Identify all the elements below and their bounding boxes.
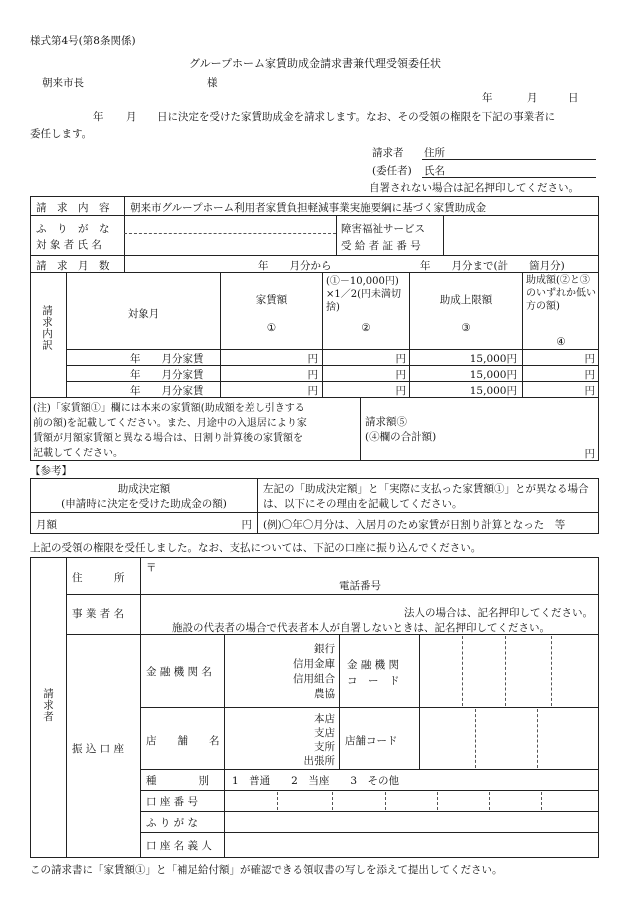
bank-type: 農協: [314, 688, 335, 700]
document-title: グループホーム家賃助成金請求書兼代理受領委任状: [188, 57, 442, 70]
note-line: 記載してください。: [33, 448, 123, 459]
form-number: 様式第4号(第8条関係): [30, 35, 136, 47]
monthly-label: 月額: [36, 519, 57, 531]
intro-year: 年: [93, 111, 104, 123]
intro-line1: 日に決定を受けた家賃助成金を請求します。なお、その受領の権限を下記の事業者に: [157, 111, 556, 123]
period-to: 年 月分まで(計 箇月分): [420, 260, 565, 272]
proxy-statement: 上記の受領の権限を受任しました。なお、支払については、下記の口座に振り込んでください。: [30, 542, 482, 554]
date-month: 月: [527, 92, 538, 104]
bank-type: 信用組合: [293, 673, 335, 685]
bank-label: 金 融 機 関 名: [146, 666, 212, 678]
claim-amount-sub: (④欄の合計額): [365, 431, 437, 443]
row-calc[interactable]: 円: [395, 369, 406, 381]
header-calc-num: ②: [361, 322, 371, 334]
header-limit-num: ③: [461, 322, 471, 334]
claim-amount-unit[interactable]: 円: [584, 448, 595, 460]
requester-address-field[interactable]: [160, 558, 598, 578]
account-number-field[interactable]: [225, 791, 598, 810]
row-calc[interactable]: 円: [395, 385, 406, 397]
cert-label-2: 受 給 者 証 番 号: [341, 240, 421, 252]
row-month: 年 月分家賃: [130, 385, 204, 397]
target-name-field[interactable]: [125, 234, 335, 255]
reference-col2-line1: 左記の「助成決定額」と「実際に支払った家賃額①」とが異なる場合: [263, 483, 589, 495]
reference-col1-line2: (申請時に決定を受けた助成金の額): [61, 498, 227, 510]
bank-code-label-2: コ ー ド: [347, 675, 400, 687]
claimant-name-label: 氏名: [424, 165, 445, 177]
account-type-label: 種 別: [146, 775, 209, 787]
address-label: 住 所: [72, 572, 125, 584]
note-line: (注)「家賃額①」欄には本来の家賃額(助成額を差し引きする: [33, 403, 305, 414]
note-line: 賃額が月額家賃額と異なる場合は、日割り計算後の家賃額を: [33, 433, 303, 444]
holder-name-field[interactable]: [225, 833, 598, 857]
row-month: 年 月分家賃: [130, 353, 204, 365]
header-rent-num: ①: [266, 322, 277, 334]
content-label: 請 求 内 容: [36, 202, 110, 214]
claim-amount-label: 請求額⑤: [365, 416, 407, 428]
claimant-name-line: [422, 177, 596, 178]
row-month: 年 月分家賃: [130, 369, 204, 381]
business-note-2: 施設の代表者の場合で代表者本人が自署しないときは、記名押印してください。: [172, 622, 550, 634]
row-grant[interactable]: 円: [584, 369, 595, 381]
transfer-label: 振 込 口 座: [72, 743, 125, 755]
claimant-address-line: [422, 159, 596, 160]
holder-furigana-label: ふ り が な: [146, 817, 199, 829]
holder-furigana-field[interactable]: [225, 812, 598, 831]
intro-line2: 委任します。: [30, 128, 93, 140]
reference-col2-line2: は、以下にその理由を記載してください。: [263, 498, 463, 510]
row-calc[interactable]: 円: [395, 353, 406, 365]
intro-month: 月: [126, 111, 137, 123]
date-year: 年: [482, 92, 493, 104]
row-rent[interactable]: 円: [307, 353, 318, 365]
branch-code-label: 店舗コード: [345, 735, 398, 747]
branch-type: 支所: [314, 741, 335, 753]
account-type-options[interactable]: 1 普通 2 当座 3 その他: [232, 775, 400, 787]
bank-type: 銀行: [314, 643, 335, 655]
row-rent[interactable]: 円: [307, 369, 318, 381]
bank-type: 信用金庫: [293, 658, 335, 670]
note-line: 前の額)を記載してください。また、月途中の入退居により家: [33, 418, 307, 429]
header-grant: 助成額(②と③のいずれか低い方の額): [526, 275, 596, 312]
reference-col1-line1: 助成決定額: [117, 483, 171, 495]
branch-type: 出張所: [303, 755, 335, 767]
header-rent: 家賃額: [255, 294, 288, 306]
header-calc: (①－10,000円)×1／2(円未満切捨): [326, 276, 402, 313]
delegator-label: (委任者): [372, 165, 412, 177]
row-limit: 15,000円: [469, 353, 517, 365]
row-limit: 15,000円: [469, 369, 517, 381]
claimant-note: 自署されない場合は記名押印してください。: [369, 182, 579, 194]
addressee-suffix: 様: [207, 77, 218, 89]
branch-type: 支店: [314, 727, 335, 739]
claimant-address-label: 住所: [424, 147, 445, 159]
row-grant[interactable]: 円: [584, 385, 595, 397]
reference-title: 【参考】: [30, 465, 72, 477]
business-note-1: 法人の場合は、記名押印してください。: [404, 607, 593, 619]
header-target-month: 対象月: [127, 308, 160, 320]
phone-label: 電話番号: [339, 580, 381, 592]
period-label: 請 求 月 数: [36, 260, 110, 272]
breakdown-label: 請求内訳: [41, 305, 53, 351]
row-rent[interactable]: 円: [307, 385, 318, 397]
period-from: 年 月分から: [258, 260, 332, 272]
branch-label: 店 舗 名: [146, 735, 220, 747]
cert-label-1: 障害福祉サービス: [341, 223, 425, 235]
row-grant[interactable]: 円: [584, 353, 595, 365]
branch-type: 本店: [314, 713, 335, 725]
business-label: 事 業 者 名: [72, 608, 125, 620]
addressee: 朝来市長: [42, 77, 84, 89]
footer-note: この請求書に「家賃額①」と「補足給付額」が確認できる領収書の写しを添えて提出してください。: [30, 864, 503, 876]
target-furigana-field[interactable]: [125, 216, 335, 233]
holder-label: 口 座 名 義 人: [146, 840, 212, 852]
content-value: 朝来市グループホーム利用者家賃負担軽減事業実施要綱に基づく家賃助成金: [130, 202, 487, 214]
postal-mark: 〒: [146, 562, 157, 574]
target-name-label: 対 象 者 氏 名: [36, 239, 102, 251]
row-limit: 15,000円: [469, 385, 517, 397]
claimant-label: 請求者: [372, 147, 404, 159]
furigana-label: ふ り が な: [36, 223, 110, 235]
requester-side-label: 請求者: [42, 688, 54, 723]
account-number-label: 口 座 番 号: [146, 796, 199, 808]
header-limit: 助成上限額: [439, 294, 493, 306]
date-day: 日: [568, 92, 579, 104]
bank-code-label-1: 金 融 機 関: [347, 659, 400, 671]
monthly-unit[interactable]: 円: [241, 519, 252, 531]
header-grant-num: ④: [556, 336, 566, 348]
reference-example: (例)〇年〇月分は、入居月のため家賃が日割り計算となった 等: [263, 519, 566, 531]
cert-number-field[interactable]: [444, 216, 598, 255]
